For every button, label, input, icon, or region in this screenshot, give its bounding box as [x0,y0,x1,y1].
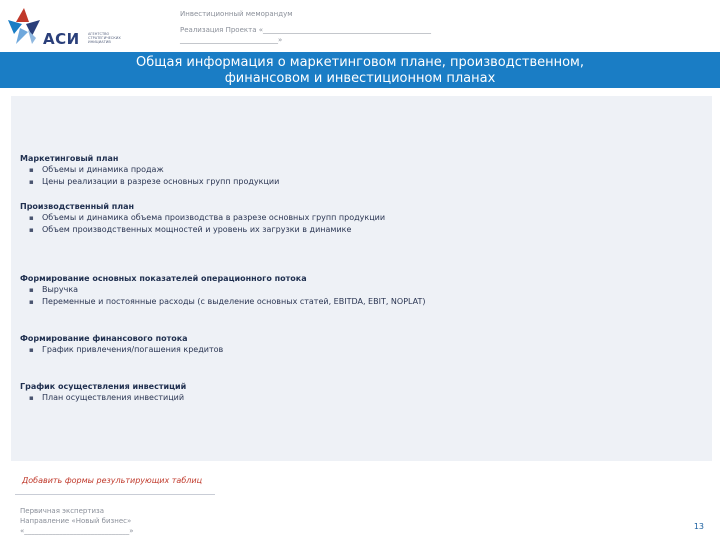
section-title: Формирование основных показателей операционного потока [20,274,307,283]
section-list [20,344,223,356]
section-title: Производственный план [20,202,135,211]
document-header [180,9,431,45]
section-investment-schedule [20,381,186,404]
list-item: ▪ Выручка [20,284,426,296]
slide-title-banner [0,52,720,88]
section-list [20,284,426,308]
slide-title-line-2: финансовом и инвестиционном планах [224,71,496,86]
header-line-3: ____________________________» [180,36,283,44]
list-item: ▪ Объем производственных мощностей и уровень их загрузки в динамике [20,224,385,236]
logo-subtitle: АГЕНТСТВО СТРАТЕГИЧЕСКИХ ИНИЦИАТИВ [88,32,121,44]
section-operating-flow [20,273,426,308]
section-list [20,164,279,188]
asi-logo [6,6,121,50]
page-number: 13 [693,522,704,531]
footer-divider [15,494,215,495]
list-item: ▪ Объемы и динамика объема производства в разрезе основных групп продукции [20,212,385,224]
section-production-plan [20,201,385,236]
section-list [20,392,186,404]
list-item: ▪ Объемы и динамика продаж [20,164,279,176]
footer-line-2: Направление «Новый бизнес» [20,517,132,525]
list-item: ▪ Цены реализации в разрезе основных групп продукции [20,176,279,188]
asi-star-logo-icon [6,6,42,46]
section-title: Маркетинговый план [20,154,119,163]
list-item: ▪ План осуществления инвестиций [20,392,186,404]
list-item: ▪ График привлечения/погашения кредитов [20,344,223,356]
header-line-2: Реализация Проекта «________________________________________________ [180,26,432,34]
section-list [20,212,385,236]
todo-note: Добавить формы результирующих таблиц [22,476,203,485]
footer-line-1: Первичная экспертиза [20,507,105,515]
header-line-1: Инвестиционный меморандум [180,10,293,18]
section-marketing-plan [20,153,279,188]
section-title: Формирование финансового потока [20,334,188,343]
document-footer [20,506,134,536]
section-financial-flow [20,333,223,356]
slide-title-line-1: Общая информация о маркетинговом плане, производственном, [135,55,584,70]
list-item: ▪ Переменные и постоянные расходы (с выделение основных статей, EBITDA, EBIT, NOPLAT) [20,296,426,308]
logo-text: АСИ [43,30,80,48]
section-title: График осуществления инвестиций [20,382,187,391]
footer-line-3: «______________________________» [20,527,134,535]
